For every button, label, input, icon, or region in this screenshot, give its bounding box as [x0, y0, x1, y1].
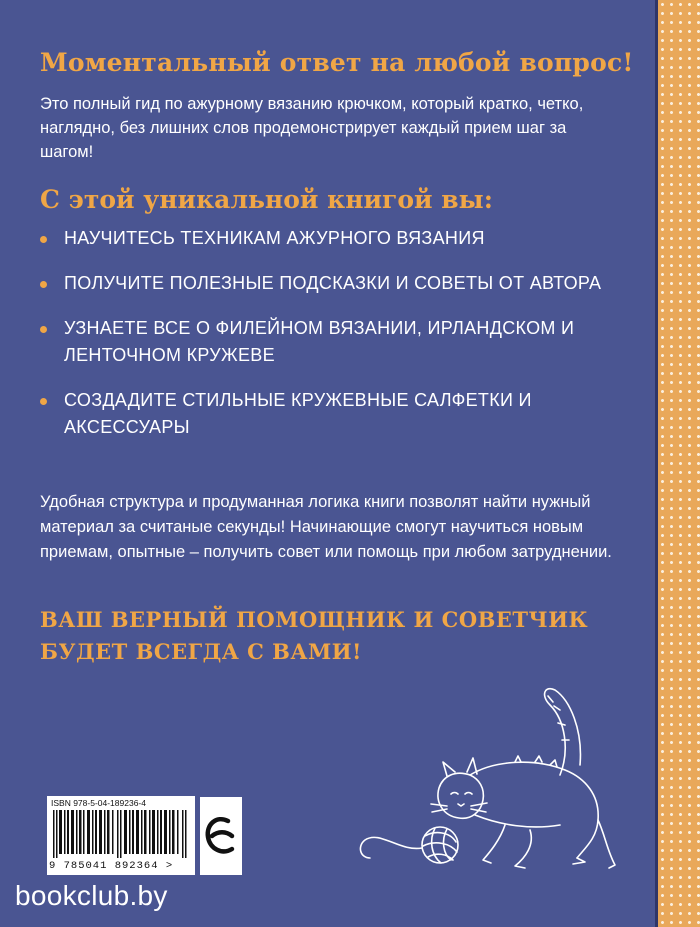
barcode — [47, 796, 195, 875]
list-item — [40, 225, 640, 252]
bullet-dot-icon — [40, 236, 47, 243]
bullet-dot-icon — [40, 281, 47, 288]
closing-line-2: БУДЕТ ВСЕГДА С ВАМИ! — [40, 639, 362, 664]
isbn-number: ISBN 978-5-04-189236-4 — [51, 798, 146, 808]
barcode-number: 9 785041 892364 > — [49, 860, 174, 872]
benefits-list — [40, 225, 640, 459]
bullet-dot-icon — [40, 326, 47, 333]
publisher-logo — [200, 797, 242, 875]
bullet-dot-icon — [40, 398, 47, 405]
decorative-dotted-stripe — [655, 0, 700, 927]
list-item-text: СОЗДАДИТЕ СТИЛЬНЫЕ КРУЖЕВНЫЕ САЛФЕТКИ И АКСЕССУАРЫ — [64, 390, 532, 437]
list-item — [40, 270, 640, 297]
intro-paragraph: Это полный гид по ажурному вязанию крючком, который кратко, четко, наглядно, без лишних слов продемонстрирует каждый прием шаг за шагом! — [40, 95, 584, 161]
barcode-bars — [53, 810, 187, 858]
subheading: С этой уникальной книгой вы: — [40, 185, 493, 214]
list-item — [40, 315, 640, 369]
site-watermark: bookclub.by — [15, 880, 168, 911]
cat-with-yarn-illustration-icon — [355, 680, 645, 880]
publisher-logo-icon — [200, 797, 242, 875]
headline: Моментальный ответ на любой вопрос! — [40, 48, 634, 77]
list-item-text: НАУЧИТЕСЬ ТЕХНИКАМ АЖУРНОГО ВЯЗАНИЯ — [64, 228, 485, 248]
list-item — [40, 387, 640, 441]
list-item-text: УЗНАЕТЕ ВСЕ О ФИЛЕЙНОМ ВЯЗАНИИ, ИРЛАНДСКОМ И ЛЕНТОЧНОМ КРУЖЕВЕ — [64, 318, 575, 365]
closing-slogan — [40, 604, 588, 668]
closing-line-1: ВАШ ВЕРНЫЙ ПОМОЩНИК И СОВЕТЧИК — [40, 607, 589, 632]
list-item-text: ПОЛУЧИТЕ ПОЛЕЗНЫЕ ПОДСКАЗКИ И СОВЕТЫ ОТ АВТОРА — [64, 273, 602, 293]
body-paragraph: Удобная структура и продуманная логика книги позволят найти нужный материал за считаные секунды! Начинающие смогут научиться новым приемам, опытные – получить совет или помощь при любом затруднении. — [40, 493, 612, 561]
